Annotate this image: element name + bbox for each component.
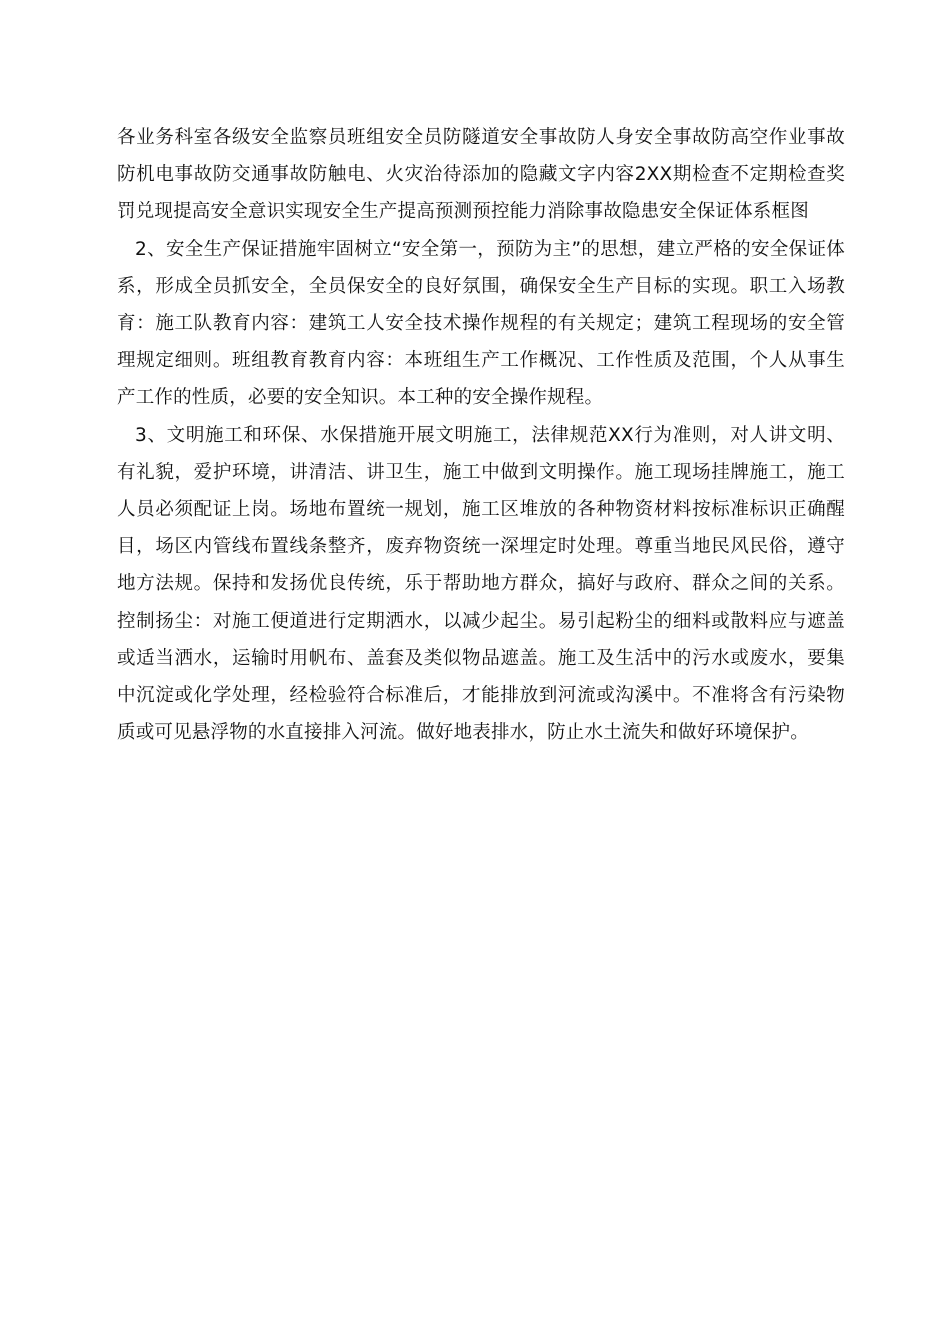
document-body — [117, 119, 845, 751]
paragraph-safety-framework: 各业务科室各级安全监察员班组安全员防隧道安全事故防人身安全事故防高空作业事故防机电事故防交通事故防触电、火灾治待添加的隐藏文字内容2XX期检查不定期检查奖罚兑现提高安全意识实现安全生产提高预测预控能力消除事故隐患安全保证体系框图 — [117, 127, 845, 223]
paragraph-safety-measures: 2、安全生产保证措施牢固树立“安全第一，预防为主”的思想，建立严格的安全保证体系，形成全员抓安全，全员保安全的良好氛围，确保安全生产目标的实现。职工入场教育：施工队教育内容：建筑工人安全技术操作规程的有关规定；建筑工程现场的安全管理规定细则。班组教育教育内容：本班组生产工作概况、工作性质及范围，个人从事生产工作的性质，必要的安全知识。本工种的安全操作规程。 — [117, 238, 845, 409]
paragraph-civilized-construction: 3、文明施工和环保、水保措施开展文明施工，法律规范XX行为准则，对人讲文明、有礼貌，爱护环境，讲清洁、讲卫生，施工中做到文明操作。施工现场挂牌施工，施工人员必须配证上岗。场地布置统一规划，施工区堆放的各种物资材料按标准标识正确醒目，场区内管线布置线条整齐，废弃物资统一深埋定时处理。尊重当地民风民俗，遵守地方法规。保持和发扬优良传统，乐于帮助地方群众，搞好与政府、群众之间的关系。控制扬尘：对施工便道进行定期洒水，以减少起尘。易引起粉尘的细料或散料应与遮盖或适当洒水，运输时用帆布、盖套及类似物品遮盖。施工及生活中的污水或废水，要集中沉淀或化学处理，经检验符合标准后，才能排放到河流或沟溪中。不准将含有污染物质或可见悬浮物的水直接排入河流。做好地表排水，防止水土流失和做好环境保护。 — [117, 424, 845, 744]
